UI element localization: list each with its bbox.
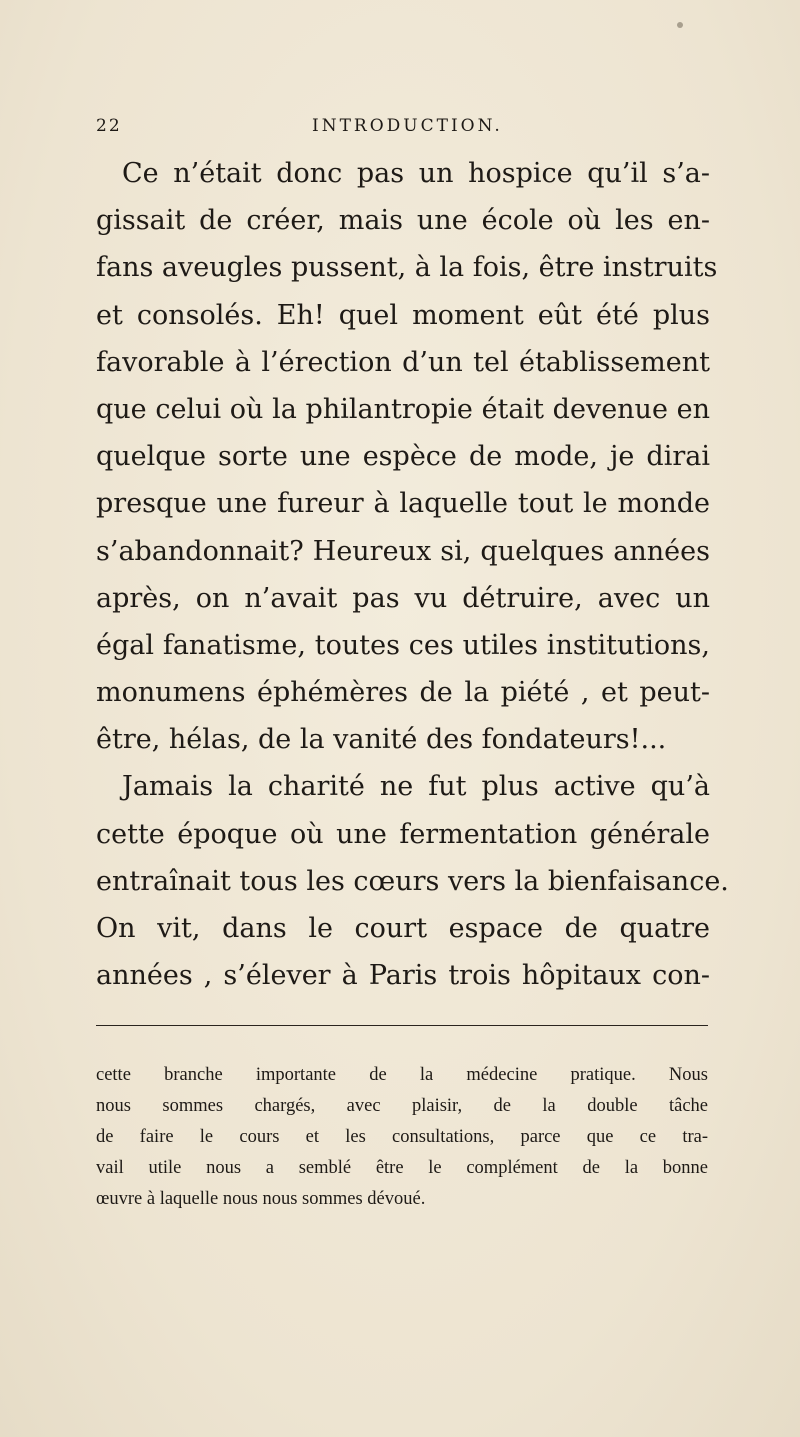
text-line: quelque sorte une espèce de mode, je dirai <box>96 441 710 473</box>
text-line: Jamais la charité ne fut plus active qu’à <box>122 771 710 803</box>
footnote-line: cette branche importante de la médecine pratique. Nous <box>96 1065 708 1085</box>
footnote-line: vail utile nous a semblé être le complément de la bonne <box>96 1158 708 1178</box>
text-line: On vit, dans le court espace de quatre <box>96 913 710 944</box>
text-line: favorable à l’érection d’un tel établissement <box>96 346 710 378</box>
text-line: que celui où la philantropie était devenue en <box>96 393 710 425</box>
text-line: presque une fureur à laquelle tout le monde <box>96 488 710 520</box>
text-line: et consolés. Eh! quel moment eût été plus <box>96 299 710 331</box>
text-line: entraînait tous les cœurs vers la bienfaisance. <box>96 865 729 897</box>
text-line: cette époque où une fermentation générale <box>96 818 710 850</box>
text-line: gissait de créer, mais une école où les en- <box>96 205 710 237</box>
running-title: INTRODUCTION. <box>312 116 503 136</box>
footnote-line: nous sommes chargés, avec plaisir, de la double tâche <box>96 1096 708 1116</box>
page-number: 22 <box>96 116 122 136</box>
text-line: fans aveugles pussent, à la fois, être instruits <box>96 252 718 284</box>
text-line: égal fanatisme, toutes ces utiles institutions, <box>96 629 710 661</box>
page-header <box>96 116 706 140</box>
footnote-rule <box>96 1025 708 1026</box>
text-line: être, hélas, de la vanité des fondateurs!... <box>96 724 667 756</box>
footnote-line: de faire le cours et les consultations, parce que ce tra- <box>96 1127 708 1147</box>
footnote-line: œuvre à laquelle nous nous sommes dévoué. <box>96 1189 426 1209</box>
footnote <box>96 1060 708 1215</box>
text-line: s’abandonnait? Heureux si, quelques années <box>96 535 710 567</box>
text-line: monumens éphémères de la piété , et peut- <box>96 677 710 709</box>
main-text <box>96 150 729 999</box>
ink-speck <box>677 22 683 28</box>
text-line: après, on n’avait pas vu détruire, avec un <box>96 582 710 614</box>
text-line: années , s’élever à Paris trois hôpitaux con- <box>96 960 710 992</box>
text-line: Ce n’était donc pas un hospice qu’il s’a- <box>122 158 710 189</box>
